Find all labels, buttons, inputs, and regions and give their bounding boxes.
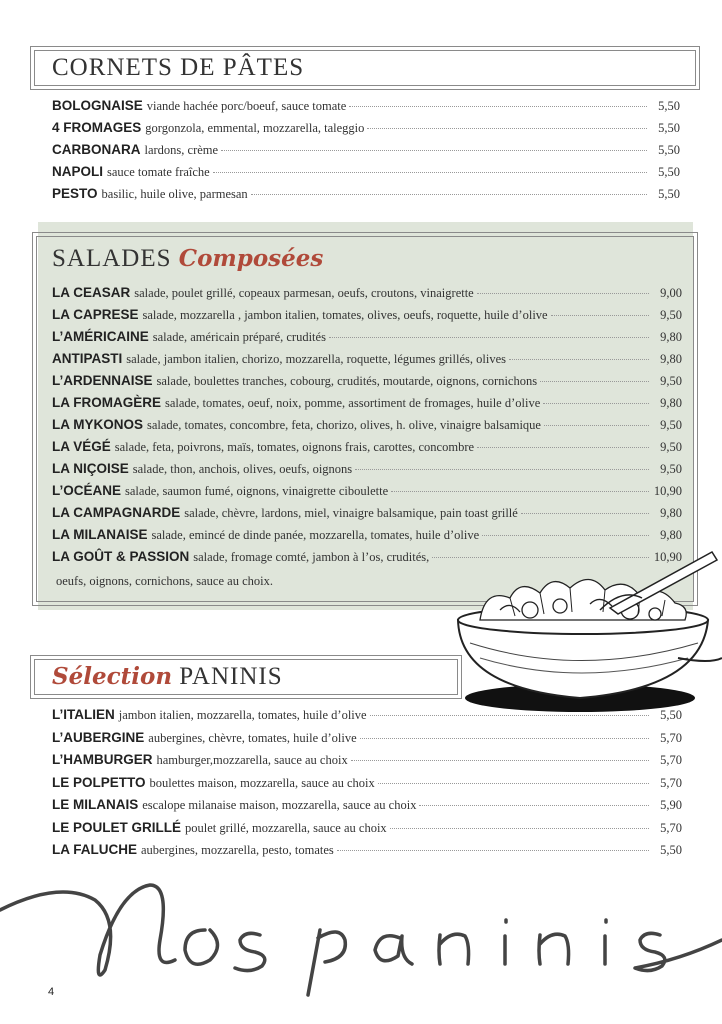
leader-dots [349, 106, 647, 107]
item-description: salade, tomates, concombre, feta, chorizo, olives, h. olive, vinaigre balsamique [147, 418, 541, 432]
item-price: 5,70 [660, 730, 682, 745]
leader-dots [367, 128, 647, 129]
item-price: 5,50 [658, 121, 680, 135]
menu-item [52, 373, 682, 395]
salades-title-script: Composées [178, 245, 324, 272]
item-description: boulettes maison, mozzarella, sauce au choix [149, 775, 375, 790]
menu-item [52, 329, 682, 351]
menu-item [52, 98, 680, 120]
leader-dots [509, 359, 649, 360]
item-description: salade, chèvre, lardons, miel, vinaigre balsamique, pain toast grillé [184, 506, 518, 520]
salades-title [52, 245, 323, 273]
leader-dots [337, 850, 649, 851]
menu-item [52, 797, 682, 820]
paninis-list [52, 707, 682, 865]
item-price: 5,50 [658, 143, 680, 157]
item-description: salade, jambon italien, chorizo, mozzarella, roquette, légumes grillés, olives [126, 352, 506, 366]
item-description: hamburger,mozzarella, sauce au choix [156, 753, 348, 767]
item-name: LE MILANAIS [52, 797, 139, 812]
item-description: salade, fromage comté, jambon à l’os, crudités, [193, 550, 430, 564]
menu-item [52, 351, 682, 373]
item-name: LA CAMPAGNARDE [52, 505, 181, 520]
leader-dots [544, 425, 649, 426]
nos-paninis-decorative-script [0, 860, 722, 1000]
item-name: NAPOLI [52, 164, 104, 179]
item-description: salade, boulettes tranches, cobourg, crudités, moutarde, oignons, cornichons [156, 374, 538, 388]
item-price: 9,00 [660, 286, 682, 300]
item-description: sauce tomate fraîche [107, 165, 210, 179]
cornets-list [52, 98, 680, 208]
paninis-title-text: PANINIS [179, 663, 283, 690]
item-name: 4 FROMAGES [52, 120, 142, 135]
menu-item [52, 307, 682, 329]
item-price: 5,70 [660, 820, 682, 835]
item-description: aubergines, mozzarella, pesto, tomates [141, 843, 334, 857]
menu-item [52, 142, 680, 164]
item-description: salade, poulet grillé, copeaux parmesan, oeufs, croutons, vinaigrette [134, 286, 474, 300]
salades-continuation [56, 574, 273, 594]
leader-dots [390, 828, 649, 829]
item-description: salade, thon, anchois, olives, oeufs, oignons [132, 462, 353, 476]
item-price: 10,90 [653, 484, 682, 498]
item-name: LA FROMAGÈRE [52, 395, 161, 410]
item-price: 9,80 [660, 396, 682, 410]
paninis-title-script: Sélection [52, 663, 173, 690]
item-price: 9,50 [660, 440, 682, 454]
item-name: LA MILANAISE [52, 527, 148, 542]
item-price: 9,80 [660, 528, 682, 542]
leader-dots [329, 337, 649, 338]
item-name: LA GOÛT & PASSION [52, 549, 190, 564]
item-name: L’ITALIEN [52, 707, 115, 722]
item-price: 9,50 [660, 462, 682, 476]
item-description: gorgonzola, emmental, mozzarella, taleggio [145, 121, 365, 135]
item-price: 9,80 [660, 330, 682, 344]
leader-dots [360, 738, 649, 739]
item-name: LA CEASAR [52, 285, 131, 300]
menu-item [52, 186, 680, 208]
item-price: 5,50 [660, 843, 682, 857]
leader-dots [482, 535, 649, 536]
item-name: LA NIÇOISE [52, 461, 129, 476]
cornets-title: CORNETS DE PÂTES [52, 54, 305, 81]
item-name: LA MYKONOS [52, 417, 143, 432]
item-description: salade, feta, poivrons, maïs, tomates, oignons frais, carottes, concombre [114, 440, 475, 454]
leader-dots [221, 150, 647, 151]
leader-dots [543, 403, 649, 404]
item-name: L’HAMBURGER [52, 752, 153, 767]
menu-item [52, 752, 682, 775]
item-description: aubergines, chèvre, tomates, huile d’olive [148, 730, 357, 745]
menu-item [52, 730, 682, 753]
item-price: 9,50 [660, 374, 682, 388]
menu-item [52, 164, 680, 186]
leader-dots [521, 513, 649, 514]
paninis-title [52, 663, 283, 691]
menu-item [52, 417, 682, 439]
menu-item [52, 395, 682, 417]
leader-dots [251, 194, 647, 195]
menu-item [52, 505, 682, 527]
menu-item [52, 285, 682, 307]
page-number: 4 [48, 986, 55, 998]
leader-dots [551, 315, 649, 316]
salades-list [52, 285, 682, 571]
item-description: jambon italien, mozzarella, tomates, huile d’olive [118, 708, 367, 722]
salades-title-text: SALADES [52, 245, 172, 272]
menu-item [52, 461, 682, 483]
item-name: L’AUBERGINE [52, 729, 145, 745]
salad-bowl-illustration [440, 548, 722, 728]
salades-continuation-text: oeufs, oignons, cornichons, sauce au choix. [56, 574, 273, 588]
item-price: 9,50 [660, 418, 682, 432]
menu-item [52, 120, 680, 142]
item-description: salade, mozzarella , jambon italien, tomates, olives, oeufs, roquette, huile d’olive [142, 308, 548, 322]
item-name: L’AMÉRICAINE [52, 329, 149, 344]
item-price: 5,50 [660, 708, 682, 722]
item-description: viande hachée porc/boeuf, sauce tomate [146, 99, 347, 113]
leader-dots [477, 293, 649, 294]
item-name: CARBONARA [52, 142, 141, 157]
leader-dots [419, 805, 649, 806]
menu-item [52, 439, 682, 461]
item-name: LA FALUCHE [52, 842, 137, 857]
item-price: 5,90 [660, 798, 682, 812]
item-name: LA VÉGÉ [52, 439, 111, 454]
leader-dots [213, 172, 647, 173]
item-name: L’OCÉANE [52, 483, 122, 498]
leader-dots [378, 783, 649, 784]
item-price: 5,50 [658, 99, 680, 113]
leader-dots [391, 491, 649, 492]
item-name: LE POLPETTO [52, 774, 146, 790]
item-description: salade, américain préparé, crudités [152, 330, 326, 344]
item-name: BOLOGNAISE [52, 98, 143, 113]
item-name: L’ARDENNAISE [52, 373, 153, 388]
item-price: 5,70 [660, 753, 682, 767]
leader-dots [355, 469, 649, 470]
item-name: LE POULET GRILLÉ [52, 819, 182, 835]
item-description: escalope milanaise maison, mozzarella, sauce au choix [142, 798, 417, 812]
item-price: 5,50 [658, 165, 680, 179]
item-name: PESTO [52, 186, 98, 201]
item-price: 9,80 [660, 506, 682, 520]
item-description: salade, tomates, oeuf, noix, pomme, assortiment de fromages, huile d’olive [165, 396, 541, 410]
item-name: LA CAPRESE [52, 307, 139, 322]
menu-item [52, 775, 682, 798]
leader-dots [370, 715, 649, 716]
item-price: 10,90 [653, 550, 682, 564]
menu-item [52, 820, 682, 843]
item-description: salade, emincé de dinde panée, mozzarella, tomates, huile d’olive [151, 528, 480, 542]
leader-dots [351, 760, 649, 761]
menu-item [52, 483, 682, 505]
item-price: 9,50 [660, 308, 682, 322]
item-price: 5,70 [660, 775, 682, 790]
leader-dots [540, 381, 649, 382]
item-description: salade, saumon fumé, oignons, vinaigrette ciboulette [125, 484, 389, 498]
item-name: ANTIPASTI [52, 351, 123, 366]
item-description: lardons, crème [144, 143, 219, 157]
item-price: 5,50 [658, 187, 680, 201]
item-price: 9,80 [660, 352, 682, 366]
item-description: basilic, huile olive, parmesan [101, 187, 248, 201]
menu-item [52, 527, 682, 549]
menu-item [52, 707, 682, 730]
item-description: poulet grillé, mozzarella, sauce au choix [185, 820, 387, 835]
leader-dots [477, 447, 649, 448]
